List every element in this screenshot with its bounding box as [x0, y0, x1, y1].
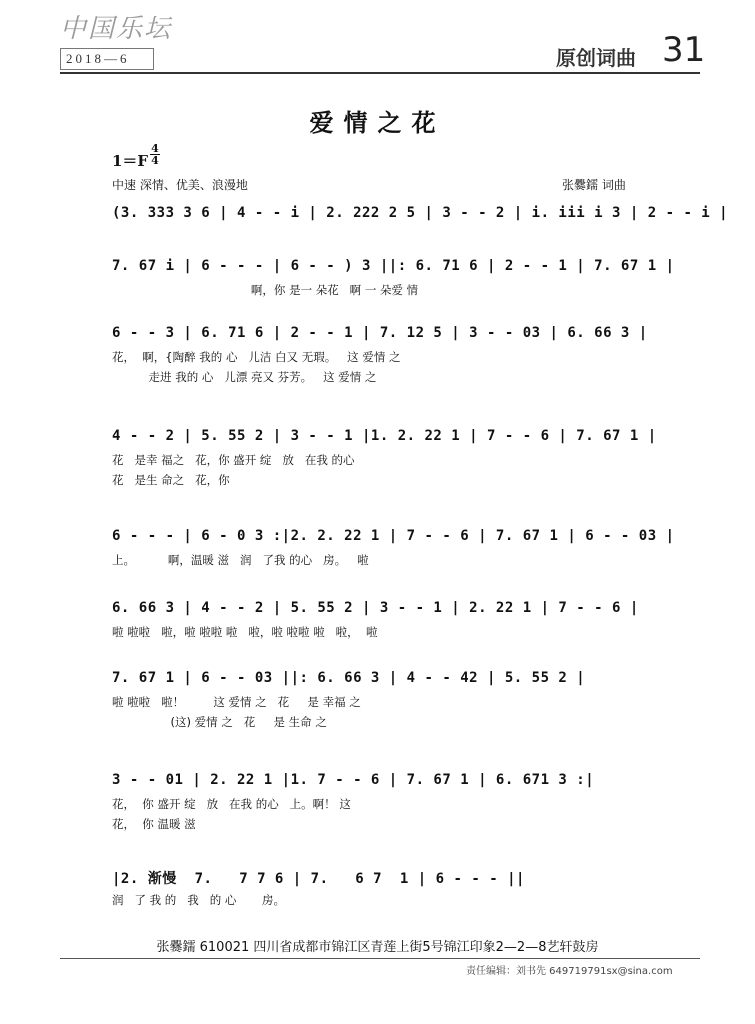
lyric-line: 上。 啊，温暖 滋 润 了我 的心 房。 啦 [112, 553, 369, 567]
song-key: 1＝F [112, 152, 149, 170]
notation-line: 7. 67 1 | 6 - - 03 ||: 6. 66 3 | 4 - - 42 | 5. 55 2 | [112, 670, 586, 686]
notation-line: 6. 66 3 | 4 - - 2 | 5. 55 2 | 3 - - 1 | 2. 22 1 | 7 - - 6 | [112, 600, 639, 616]
notation-line: 6 - - - | 6 - 0 3 :|2. 2. 22 1 | 7 - - 6 | 7. 67 1 | 6 - - 03 | [112, 528, 675, 544]
lyric-line: 花， 你 盛开 绽 放 在我 的心 上。啊！ 这 [112, 797, 351, 811]
notation-line: 7. 67 i | 6 - - - | 6 - - ) 3 ||: 6. 71 6 | 2 - - 1 | 7. 67 1 | [112, 258, 675, 274]
lyric-line: 花， 你 温暖 滋 [112, 817, 196, 831]
lyric-line: 啦 啦啦 啦，啦 啦啦 啦 啦，啦 啦啦 啦 啦， 啦 [112, 625, 378, 639]
magazine-logo: 中国乐坛 [60, 14, 173, 44]
lyric-line: 润 了 我 的 我 的 心 房。 [112, 893, 285, 907]
contact-address: 张爨鑐 610021 四川省成都市锦江区青莲上街5号锦江印象2—2—8艺轩鼓房 [156, 940, 599, 955]
lyric-line: 啊，你 是一 朵花 啊 一 朵爱 情 [112, 283, 419, 297]
footer-rule [60, 958, 700, 959]
notation-line: 6 - - 3 | 6. 71 6 | 2 - - 1 | 7. 12 5 | 3 - - 03 | 6. 66 3 | [112, 325, 648, 341]
lyric-line: 走进 我的 心 儿漂 亮又 芬芳。 这 爱情 之 [112, 370, 377, 384]
page-number: 31 [662, 30, 706, 70]
lyric-line: 啦 啦啦 啦！ 这 爱情 之 花 是 幸福 之 [112, 695, 361, 709]
lyric-line: (这) 爱情 之 花 是 生命 之 [112, 715, 327, 729]
notation-line: (3. 333 3 6 | 4 - - i | 2. 222 2 5 | 3 - - 2 | i. iii i 3 | 2 - - i | [112, 205, 729, 221]
time-numerator: 4 [151, 142, 159, 155]
header-rule [60, 72, 700, 74]
lyric-line: 花 是幸 福之 花，你 盛开 绽 放 在我 的心 [112, 453, 355, 467]
notation-line: 4 - - 2 | 5. 55 2 | 3 - - 1 |1. 2. 22 1 | 7 - - 6 | 7. 67 1 | [112, 428, 657, 444]
editor-credit: 责任编辑：刘书先 649719791sx@sina.com [466, 966, 673, 977]
notation-line: |2. 渐慢 7. 7 7 6 | 7. 6 7 1 | 6 - - - || [112, 871, 525, 887]
time-signature [150, 143, 160, 166]
time-denominator: 4 [151, 154, 159, 167]
issue-number: 2018—6 [66, 51, 130, 66]
column-name: 原创词曲 [556, 46, 636, 70]
lyric-line: 花， 啊，{陶醉 我的 心 儿洁 白又 无瑕。 这 爱情 之 [112, 350, 401, 364]
notation-line: 3 - - 01 | 2. 22 1 |1. 7 - - 6 | 7. 67 1 | 6. 671 3 :| [112, 772, 595, 788]
lyric-line: 花 是生 命之 花，你 [112, 473, 230, 487]
tempo-marking: 中速 深情、优美、浪漫地 [112, 178, 248, 192]
song-author: 张爨鑐 词曲 [562, 178, 626, 192]
song-title: 爱情之花 [309, 108, 446, 137]
